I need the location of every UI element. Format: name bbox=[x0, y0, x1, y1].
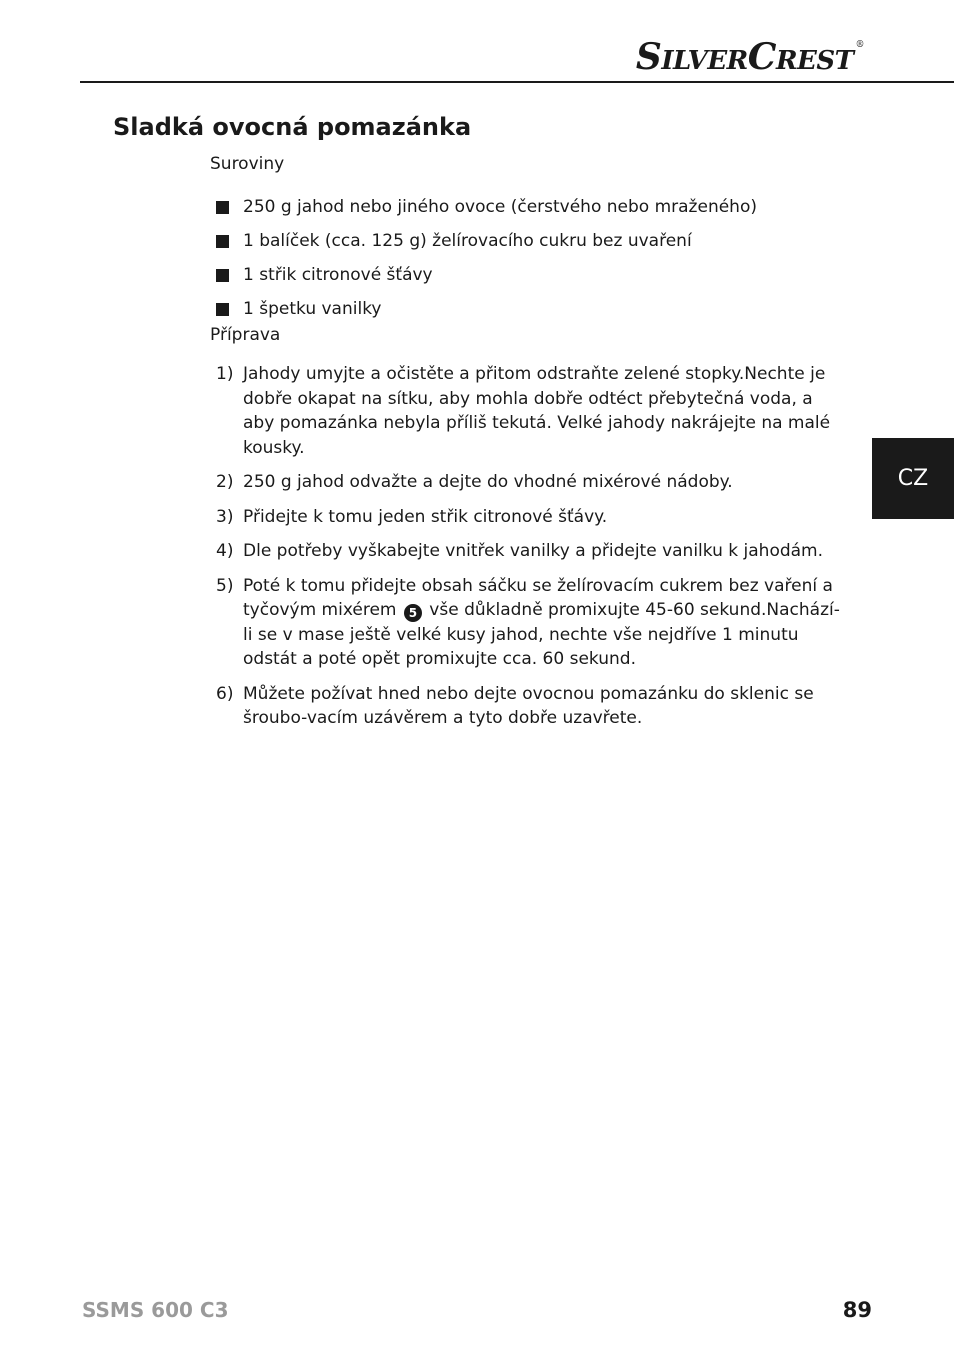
list-item bbox=[216, 258, 757, 292]
page-title: Sladká ovocná pomazánka bbox=[113, 113, 472, 141]
step-text: vše důkladně promixujte 45-60 sekund.Nachází-li se v mase ještě velké kusy jahod, nechte vše nejdříve 1 minutu odstát a poté opět promixujte cca. 60 sekund. bbox=[243, 600, 840, 669]
list-item bbox=[216, 292, 757, 326]
logo-text: ILVER bbox=[661, 46, 748, 76]
square-bullet-icon bbox=[216, 235, 229, 248]
step-item bbox=[216, 362, 846, 460]
step-text: 250 g jahod odvažte a dejte do vhodné mixérové nádoby. bbox=[243, 472, 733, 492]
language-tab bbox=[872, 438, 954, 519]
logo-letter: C bbox=[747, 36, 776, 78]
brand-logo bbox=[636, 36, 864, 78]
footer-model: SSMS 600 C3 bbox=[82, 1298, 229, 1322]
step-item bbox=[216, 574, 846, 672]
step-item bbox=[216, 470, 846, 495]
language-code: CZ bbox=[897, 466, 929, 491]
step-text: Poté k tomu přidejte obsah sáčku se želírovacím cukrem bez vaření a tyčovým mixérem bbox=[243, 575, 833, 620]
ingredients-heading: Suroviny bbox=[210, 154, 285, 174]
ingredient-text: 250 g jahod nebo jiného ovoce (čerstvého nebo mraženého) bbox=[243, 197, 757, 217]
step-number: 3) bbox=[216, 506, 234, 527]
page-number: 89 bbox=[842, 1298, 872, 1322]
logo-letter: S bbox=[635, 36, 662, 78]
ingredients-list bbox=[216, 190, 757, 326]
ingredient-text: 1 balíček (cca. 125 g) želírovacího cukru bez uvaření bbox=[243, 231, 692, 251]
step-text: Dle potřeby vyškabejte vnitřek vanilky a přidejte vanilku k jahodám. bbox=[243, 541, 824, 561]
step-text: Přidejte k tomu jeden střik citronové šťávy. bbox=[243, 506, 608, 527]
list-item bbox=[216, 224, 757, 258]
step-number: 1) bbox=[216, 364, 234, 384]
step-number: 2) bbox=[216, 472, 234, 492]
ingredient-text: 1 špetku vanilky bbox=[243, 299, 382, 319]
header-divider bbox=[80, 81, 954, 83]
part-number-badge: 5 bbox=[404, 604, 422, 622]
preparation-steps bbox=[216, 362, 846, 741]
preparation-heading: Příprava bbox=[210, 325, 281, 345]
ingredient-text: 1 střik citronové šťávy bbox=[243, 265, 433, 285]
registered-mark: ® bbox=[855, 40, 864, 50]
square-bullet-icon bbox=[216, 201, 229, 214]
square-bullet-icon bbox=[216, 303, 229, 316]
step-number: 6) bbox=[216, 683, 234, 704]
step-item bbox=[216, 539, 846, 564]
step-text: Můžete požívat hned nebo dejte ovocnou pomazánku do sklenic se šroubo-vacím uzávěrem a tyto dobře uzavřete. bbox=[243, 683, 814, 728]
square-bullet-icon bbox=[216, 269, 229, 282]
list-item bbox=[216, 190, 757, 224]
step-text: Jahody umyjte a očistěte a přitom odstraňte zelené stopky.Nechte je dobře okapat na sítku, aby mohla dobře odtéct přebytečná voda, a aby pomazánka nebyla příliš tekutá. Velké jahody nakrájejte na malé kousky. bbox=[243, 364, 831, 458]
step-item bbox=[216, 682, 846, 731]
step-item bbox=[216, 505, 846, 530]
step-number: 4) bbox=[216, 541, 234, 561]
step-number: 5) bbox=[216, 575, 234, 596]
logo-text: REST bbox=[775, 46, 854, 76]
